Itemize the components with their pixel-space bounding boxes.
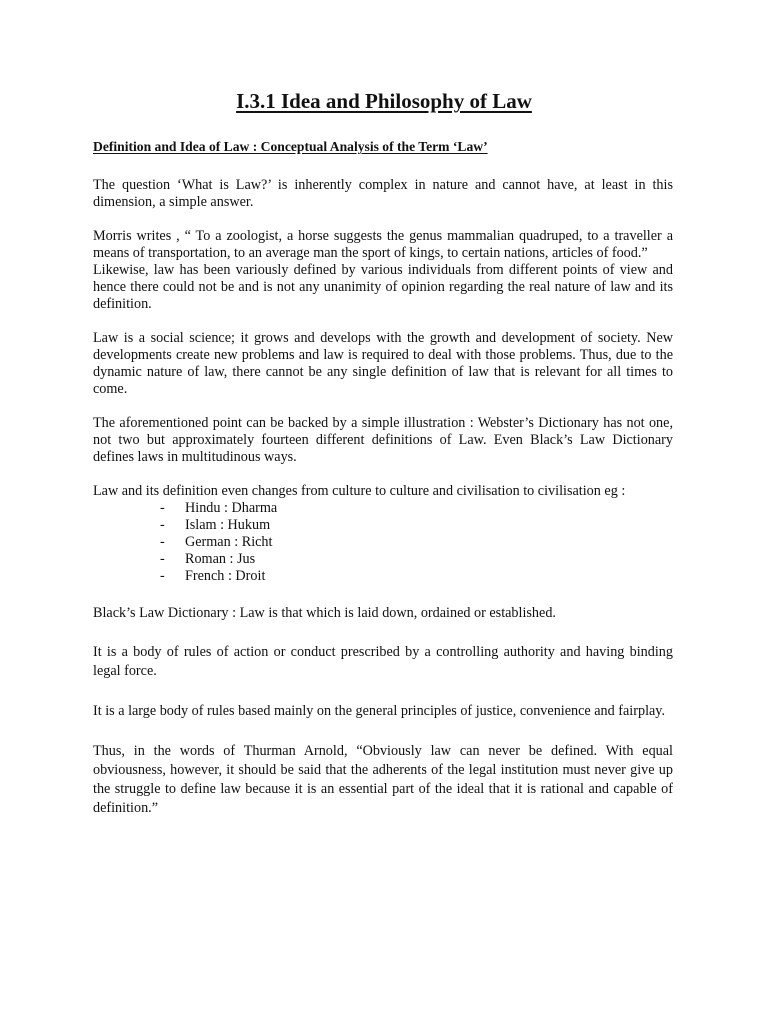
paragraph-morris-quote: Morris writes , “ To a zoologist, a horse suggests the genus mammalian quadruped, to a traveller a means of transportation, to an average man the sport of kings, to certain nations, articles of food.” — [93, 228, 673, 261]
paragraph-social-science: Law is a social science; it grows and develops with the growth and development of society. New developments create new problems and law is required to deal with those problems. Thus, due to the dynamic nature of law, there cannot be any single definition of law that is relevant for all times to come. — [93, 330, 673, 397]
list-marker: - — [160, 534, 165, 550]
culture-list — [93, 500, 673, 585]
list-item-text: German : Richt — [185, 534, 273, 550]
list-item-text: Islam : Hukum — [185, 517, 271, 533]
list-item-text: Roman : Jus — [185, 551, 256, 567]
list-marker: - — [160, 568, 165, 584]
paragraph-illustration: The aforementioned point can be backed by a simple illustration : Webster’s Dictionary has not one, not two but approximately fourteen different definitions of Law. Even Black’s Law Dictionary defines laws in multitudinous ways. — [93, 415, 673, 465]
paragraph-large-body: It is a large body of rules based mainly on the general principles of justice, convenience and fairplay. — [93, 703, 666, 719]
page-title: I.3.1 Idea and Philosophy of Law — [236, 89, 532, 113]
list-item — [160, 551, 673, 568]
paragraph-blacks-definition: Black’s Law Dictionary : Law is that which is laid down, ordained or established. — [93, 605, 556, 621]
paragraph-culture-intro: Law and its definition even changes from culture to culture and civilisation to civilisation eg : — [93, 483, 626, 499]
list-marker: - — [160, 551, 165, 567]
paragraph-arnold-quote: Thus, in the words of Thurman Arnold, “Obviously law can never be defined. With equal obviousness, however, it should be said that the adherents of the legal institution must never give up the struggle to define law because it is an essential part of the ideal that it is rational and capable of definition.” — [93, 743, 673, 816]
section-subtitle: Definition and Idea of Law : Conceptual Analysis of the Term ‘Law’ — [93, 139, 488, 154]
list-item — [160, 534, 673, 551]
list-item — [160, 500, 673, 517]
document-body — [93, 138, 673, 818]
paragraph-body-of-rules: It is a body of rules of action or conduct prescribed by a controlling authority and having binding legal force. — [93, 644, 673, 679]
paragraph-question: The question ‘What is Law?’ is inherently complex in nature and cannot have, at least in this dimension, a simple answer. — [93, 177, 673, 210]
list-marker: - — [160, 517, 165, 533]
list-item-text: Hindu : Dharma — [185, 500, 278, 516]
paragraph-likewise: Likewise, law has been variously defined by various individuals from different points of view and hence there could not be and is not any unanimity of opinion regarding the real nature of law and its definition. — [93, 262, 673, 312]
list-item-text: French : Droit — [185, 568, 266, 584]
list-marker: - — [160, 500, 165, 516]
list-item — [160, 517, 673, 534]
list-item — [160, 568, 673, 585]
